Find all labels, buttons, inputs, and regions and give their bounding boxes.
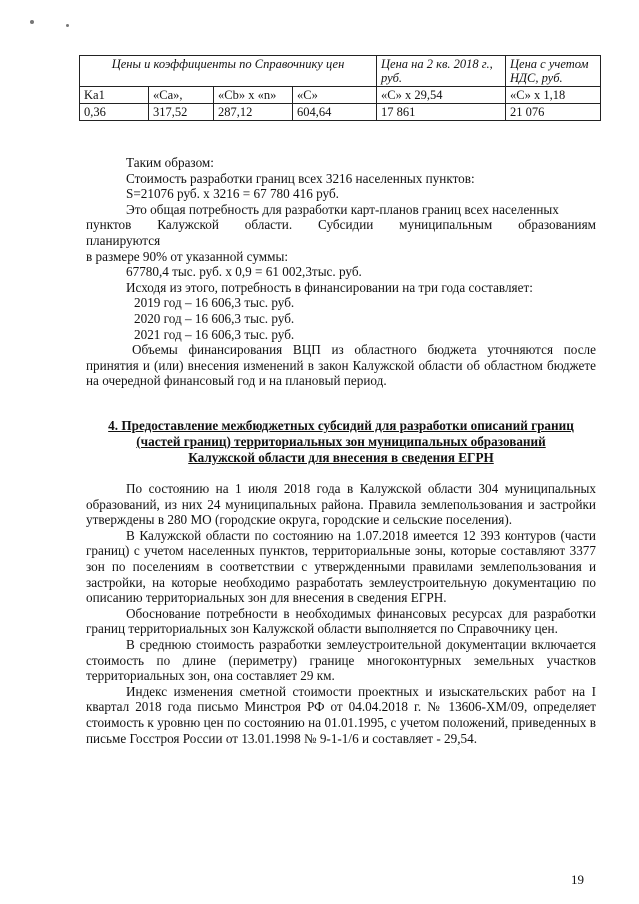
table-header-cell: Цены и коэффициенты по Справочнику цен [80, 56, 377, 87]
table-cell: «Ca», [149, 87, 214, 104]
table-cell: 604,64 [293, 104, 377, 121]
table-cell: 287,12 [214, 104, 293, 121]
table-header-cell: Цена с учетом НДС, руб. [506, 56, 601, 87]
formula-line: 67780,4 тыс. руб. х 0,9 = 61 002,3тыс. руб. [126, 264, 362, 280]
calculation-block [86, 155, 596, 389]
table-cell: 0,36 [80, 104, 149, 121]
table-row [80, 104, 601, 121]
need-line: планируются [86, 232, 161, 248]
body-paragraph: Обоснование потребности в необходимых финансовых ресурсах для разработки границ территориальных зон Калужской области выполняется по Справочнику цен. [86, 605, 596, 637]
table-cell: «Cb» х «n» [214, 87, 293, 104]
price-table [79, 55, 601, 121]
page-number: 19 [571, 872, 584, 887]
table-cell: 17 861 [377, 104, 506, 121]
table-cell: «C» [293, 87, 377, 104]
need-line: Это общая потребность для разработки карт-планов границ всех населенных [126, 201, 559, 217]
body-paragraph: В среднюю стоимость разработки землеустроительной документации включается стоимость по длине (периметру) границе многоконтурных земельных участков территориальных зон, она составляет 29 км. [86, 636, 596, 684]
calc-line: Таким образом: [126, 155, 214, 170]
year-line: 2020 год – 16 606,3 тыс. руб. [134, 310, 295, 326]
table-cell: «C» х 1,18 [506, 87, 601, 104]
body-paragraph: Индекс изменения сметной стоимости проектных и изыскательских работ на I квартал 2018 года письмо Минстроя РФ от 04.04.2018 г. № 13606-ХМ/09, определяет стоимость к уровню цен по состоянию на 01.01.1995, с учетом положений, приведенных в письме Госстроя России от 13.01.1998 № 9-1-1/6 и составляет - 29,54. [86, 683, 596, 746]
heading-line: 4. Предоставление межбюджетных субсидий для разработки описаний границ [108, 418, 574, 433]
year-line: 2021 год – 16 606,3 тыс. руб. [134, 326, 295, 342]
heading-line: (частей границ) территориальных зон муниципальных образований [136, 433, 546, 449]
section-heading [86, 418, 596, 465]
calc-line: Стоимость разработки границ всех 3216 населенных пунктов: [126, 170, 475, 186]
table-cell: 21 076 [506, 104, 601, 121]
volumes-paragraph: Объемы финансирования ВЦП из областного бюджета уточняются после принятия и (или) внесения изменений в закон Калужской области об областном бюджете на очередной финансовый год и на плановый период. [86, 342, 596, 389]
table-header-cell: Цена на 2 кв. 2018 г., руб. [377, 56, 506, 87]
calc-line: S=21076 руб. х 3216 = 67 780 416 руб. [126, 186, 339, 202]
scan-speck [30, 20, 34, 24]
table-cell: 317,52 [149, 104, 214, 121]
three-years-line: Исходя из этого, потребность в финансировании на три года составляет: [126, 279, 533, 295]
table-cell: Ka1 [80, 87, 149, 104]
body-paragraph: В Калужской области по состоянию на 1.07.2018 имеется 12 393 контуров (части границ) с учетом населенных пунктов, территориальные зоны, которые составляют 3377 зон по поселениям в соответствии с утвержденными правилами землепользования и застройки, на которые необходимо разработать землеустроительную документацию по описанию территориальных зон для внесения в сведения ЕГРН. [86, 527, 596, 606]
section-body [86, 481, 596, 746]
table-cell: «C» х 29,54 [377, 87, 506, 104]
body-paragraph: По состоянию на 1 июля 2018 года в Калужской области 304 муниципальных образований, из них 24 муниципальных района. Правила землепользования и застройки утверждены в 280 МО (городские округа, городские и сельские поселения). [86, 481, 596, 528]
need-line: в размере 90% от указанной суммы: [86, 248, 288, 264]
scan-speck [66, 24, 69, 27]
table-subheader-row [80, 87, 601, 104]
year-line: 2019 год – 16 606,3 тыс. руб. [134, 295, 295, 311]
heading-line: Калужской области для внесения в сведения ЕГРН [188, 449, 494, 465]
need-line: пунктов Калужской области. Субсидии муниципальным образованиям [86, 217, 596, 233]
table-header-row [80, 56, 601, 87]
